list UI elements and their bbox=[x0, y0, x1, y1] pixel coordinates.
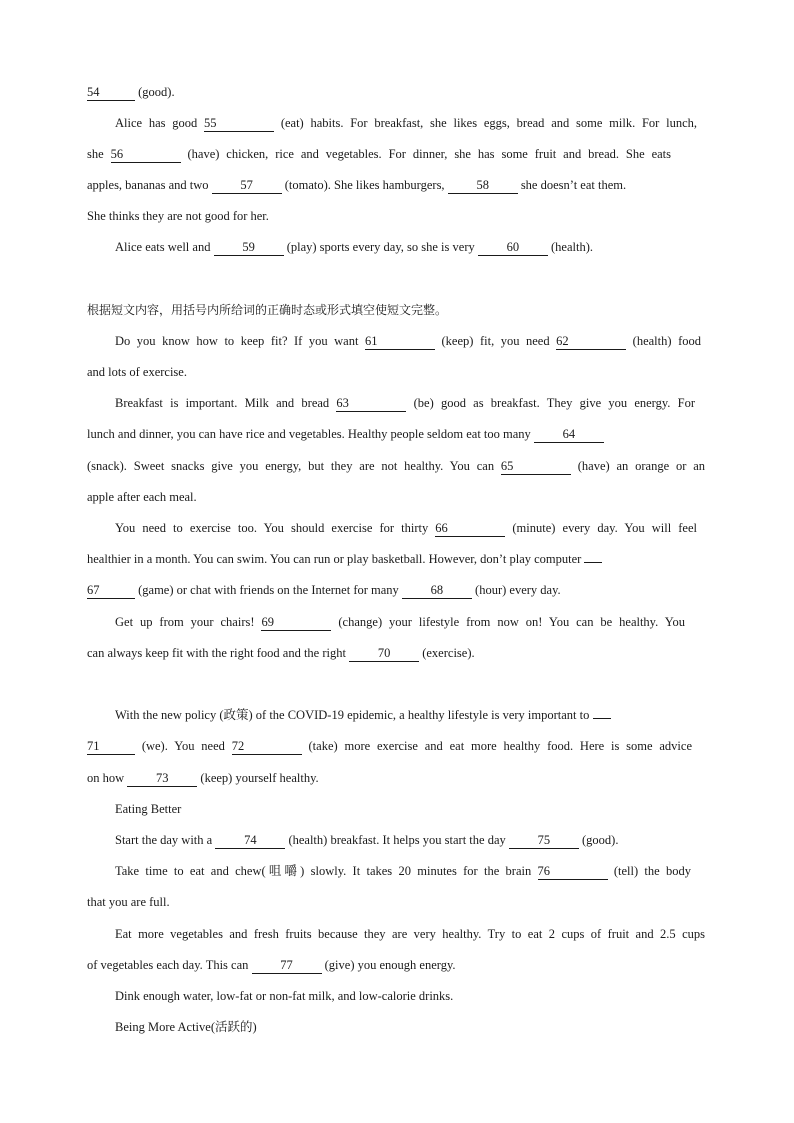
line-text: of vegetables each day. This can bbox=[87, 958, 252, 972]
text-line bbox=[87, 456, 705, 476]
answer-blank-61[interactable]: 61 bbox=[365, 334, 435, 350]
answer-blank-64[interactable]: 64 bbox=[534, 427, 604, 443]
line-text: Do you know how to keep fit? If you want bbox=[115, 334, 365, 348]
text-line bbox=[87, 892, 707, 912]
text-line bbox=[115, 830, 735, 850]
line-text: 根据短文内容，用括号内所给词的正确时态或形式填空使短文完整。 bbox=[87, 303, 448, 317]
text-line bbox=[115, 518, 697, 538]
line-text: Alice eats well and bbox=[115, 240, 214, 254]
line-text: (keep) yourself healthy. bbox=[197, 771, 319, 785]
answer-blank-60[interactable]: 60 bbox=[478, 240, 548, 256]
answer-blank-57[interactable]: 57 bbox=[212, 178, 282, 194]
line-text: apple after each meal. bbox=[87, 490, 197, 504]
line-text: (good). bbox=[135, 85, 175, 99]
line-text: Take time to eat and chew(咀嚼) slowly. It takes 20 minutes for the brain bbox=[115, 864, 538, 878]
line-text: She thinks they are not good for her. bbox=[87, 209, 269, 223]
line-text: lunch and dinner, you can have rice and vegetables. Healthy people seldom eat too many bbox=[87, 427, 534, 441]
line-text: she bbox=[87, 147, 111, 161]
answer-blank-59[interactable]: 59 bbox=[214, 240, 284, 256]
line-text: With the new policy (政策) of the COVID-19 epidemic, a healthy lifestyle is very important to bbox=[115, 708, 593, 722]
answer-blank-54[interactable]: 54 bbox=[87, 85, 135, 101]
answer-blank-67-start[interactable] bbox=[584, 562, 602, 563]
line-text: (tomato). She likes hamburgers, bbox=[281, 178, 448, 192]
text-line bbox=[87, 144, 671, 164]
line-text: on how bbox=[87, 771, 128, 785]
line-text: (health). bbox=[547, 240, 593, 254]
text-line bbox=[87, 643, 707, 663]
text-line bbox=[115, 924, 705, 944]
line-text: that you are full. bbox=[87, 895, 170, 909]
section-instruction bbox=[87, 300, 707, 320]
answer-blank-68[interactable]: 68 bbox=[402, 583, 472, 599]
text-line bbox=[87, 955, 707, 975]
subheading bbox=[115, 1017, 735, 1037]
answer-blank-55[interactable]: 55 bbox=[204, 116, 274, 132]
answer-blank-66[interactable]: 66 bbox=[435, 521, 505, 537]
text-line bbox=[87, 487, 707, 507]
text-line bbox=[87, 580, 707, 600]
line-text: Start the day with a bbox=[115, 833, 216, 847]
line-text: (take) more exercise and eat more healthy food. Here is some advice bbox=[301, 739, 693, 753]
answer-blank-74[interactable]: 74 bbox=[215, 833, 285, 849]
line-text: (eat) habits. For breakfast, she likes eggs, bread and some milk. For lunch, bbox=[274, 116, 698, 130]
line-text: (good). bbox=[578, 833, 619, 847]
line-text: (health) breakfast. It helps you start the day bbox=[285, 833, 509, 847]
text-line bbox=[115, 331, 701, 351]
answer-blank-65[interactable]: 65 bbox=[501, 459, 571, 475]
line-text: Eating Better bbox=[115, 802, 182, 816]
line-text: (snack). Sweet snacks give you energy, but they are not healthy. You can bbox=[87, 459, 501, 473]
line-text: Being More Active(活跃的) bbox=[115, 1020, 257, 1034]
text-line bbox=[87, 736, 692, 756]
answer-blank-72[interactable]: 72 bbox=[232, 739, 302, 755]
subheading bbox=[115, 799, 735, 819]
answer-blank-71-start[interactable] bbox=[593, 718, 611, 719]
line-text: she doesn’t eat them. bbox=[517, 178, 627, 192]
text-line bbox=[87, 362, 707, 382]
line-text: (play) sports every day, so she is very bbox=[283, 240, 478, 254]
line-text: apples, bananas and two bbox=[87, 178, 212, 192]
text-line bbox=[115, 861, 691, 881]
text-line bbox=[87, 549, 707, 569]
line-text: (we). You need bbox=[135, 739, 232, 753]
answer-blank-76[interactable]: 76 bbox=[538, 864, 608, 880]
answer-blank-75[interactable]: 75 bbox=[509, 833, 579, 849]
line-text: (tell) the body bbox=[607, 864, 691, 878]
answer-blank-69[interactable]: 69 bbox=[261, 615, 331, 631]
answer-blank-70[interactable]: 70 bbox=[349, 646, 419, 662]
text-line bbox=[115, 113, 697, 133]
answer-blank-77[interactable]: 77 bbox=[252, 958, 322, 974]
line-text: healthier in a month. You can swim. You can run or play basketball. However, don’t play computer bbox=[87, 552, 585, 566]
line-text: (have) an orange or an bbox=[570, 459, 705, 473]
line-text: (health) food bbox=[626, 334, 701, 348]
answer-blank-56[interactable]: 56 bbox=[111, 147, 181, 163]
text-line bbox=[115, 612, 685, 632]
line-text: (keep) fit, you need bbox=[434, 334, 557, 348]
text-line bbox=[115, 237, 735, 257]
text-line bbox=[115, 986, 735, 1006]
text-line bbox=[87, 82, 707, 102]
line-text: Breakfast is important. Milk and bread bbox=[115, 396, 337, 410]
answer-blank-71[interactable]: 71 bbox=[87, 739, 135, 755]
line-text: (hour) every day. bbox=[471, 583, 561, 597]
answer-blank-62[interactable]: 62 bbox=[556, 334, 626, 350]
line-text: and lots of exercise. bbox=[87, 365, 187, 379]
text-line bbox=[87, 424, 707, 444]
text-line bbox=[87, 768, 707, 788]
text-line bbox=[115, 393, 695, 413]
line-text: (minute) every day. You will feel bbox=[505, 521, 697, 535]
line-text: Alice has good bbox=[115, 116, 205, 130]
line-text: You need to exercise too. You should exercise for thirty bbox=[115, 521, 436, 535]
answer-blank-67[interactable]: 67 bbox=[87, 583, 135, 599]
line-text: (have) chicken, rice and vegetables. For dinner, she has some fruit and bread. She eats bbox=[180, 147, 671, 161]
line-text: Eat more vegetables and fresh fruits because they are very healthy. Try to eat 2 cups of fruit and 2.5 cups bbox=[115, 927, 705, 941]
text-line bbox=[87, 175, 707, 195]
line-text: (game) or chat with friends on the Internet for many bbox=[135, 583, 402, 597]
answer-blank-73[interactable]: 73 bbox=[127, 771, 197, 787]
line-text: Dink enough water, low-fat or non-fat milk, and low-calorie drinks. bbox=[115, 989, 454, 1003]
line-text: (give) you enough energy. bbox=[321, 958, 456, 972]
line-text: can always keep fit with the right food and the right bbox=[87, 646, 350, 660]
line-text: (be) good as breakfast. They give you energy. For bbox=[406, 396, 695, 410]
text-line bbox=[87, 206, 707, 226]
answer-blank-63[interactable]: 63 bbox=[336, 396, 406, 412]
line-text: Get up from your chairs! bbox=[115, 615, 262, 629]
line-text: (exercise). bbox=[419, 646, 475, 660]
line-text: (change) your lifestyle from now on! You can be healthy. You bbox=[331, 615, 685, 629]
text-line bbox=[115, 705, 735, 725]
answer-blank-58[interactable]: 58 bbox=[448, 178, 518, 194]
